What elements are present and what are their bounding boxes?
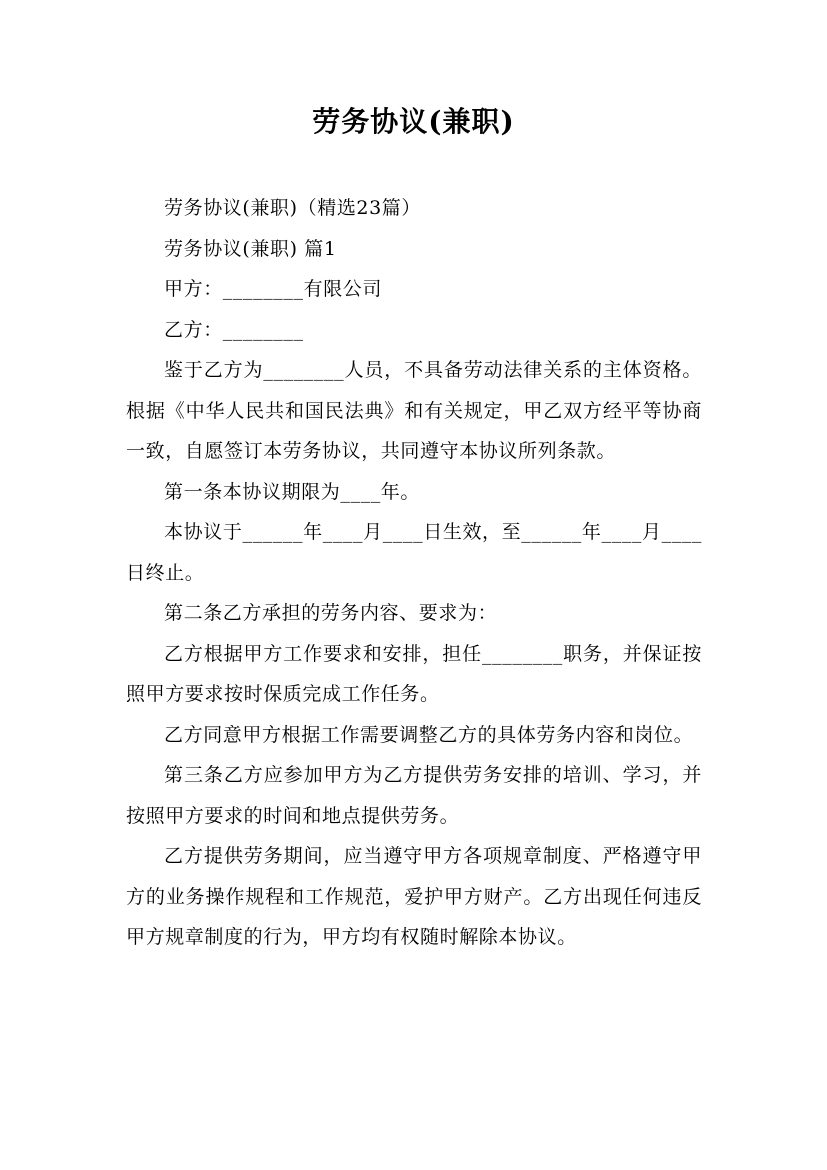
paragraph-section-heading: 劳务协议(兼职) 篇1 xyxy=(164,237,337,260)
paragraph-term-dates: 本协议于______年____月____日生效，至______年____月____日终止。 xyxy=(126,521,702,584)
paragraph-adjustment: 乙方同意甲方根据工作需要调整乙方的具体劳务内容和岗位。 xyxy=(164,723,694,746)
paragraph-party-b: 乙方：________ xyxy=(164,318,304,341)
paragraph-party-a: 甲方：________有限公司 xyxy=(164,278,383,300)
paragraph-duties: 乙方根据甲方工作要求和安排，担任________职务，并保证按照甲方要求按时保质完成工作任务。 xyxy=(126,642,702,705)
paragraph-rules: 乙方提供劳务期间，应当遵守甲方各项规章制度、严格遵守甲方的业务操作规程和工作规范，爱护甲方财产。乙方出现任何违反甲方规章制度的行为，甲方均有权随时解除本协议。 xyxy=(126,845,702,948)
paragraph-subtitle: 劳务协议(兼职)（精选23篇） xyxy=(164,197,422,219)
paragraph-article-2: 第二条乙方承担的劳务内容、要求为： xyxy=(164,602,498,624)
paragraph-article-1: 第一条本协议期限为____年。 xyxy=(164,480,421,503)
paragraph-preamble: 鉴于乙方为________人员，不具备劳动法律关系的主体资格。根据《中华人民共和国民法典》和有关规定，甲乙双方经平等协商一致，自愿签订本劳务协议，共同遵守本协议所列条款。 xyxy=(126,359,702,462)
paragraph-article-3: 第三条乙方应参加甲方为乙方提供劳务安排的培训、学习，并按照甲方要求的时间和地点提供劳务。 xyxy=(126,764,702,827)
document-title: 劳务协议(兼职) xyxy=(312,105,515,138)
document-body xyxy=(126,188,702,958)
